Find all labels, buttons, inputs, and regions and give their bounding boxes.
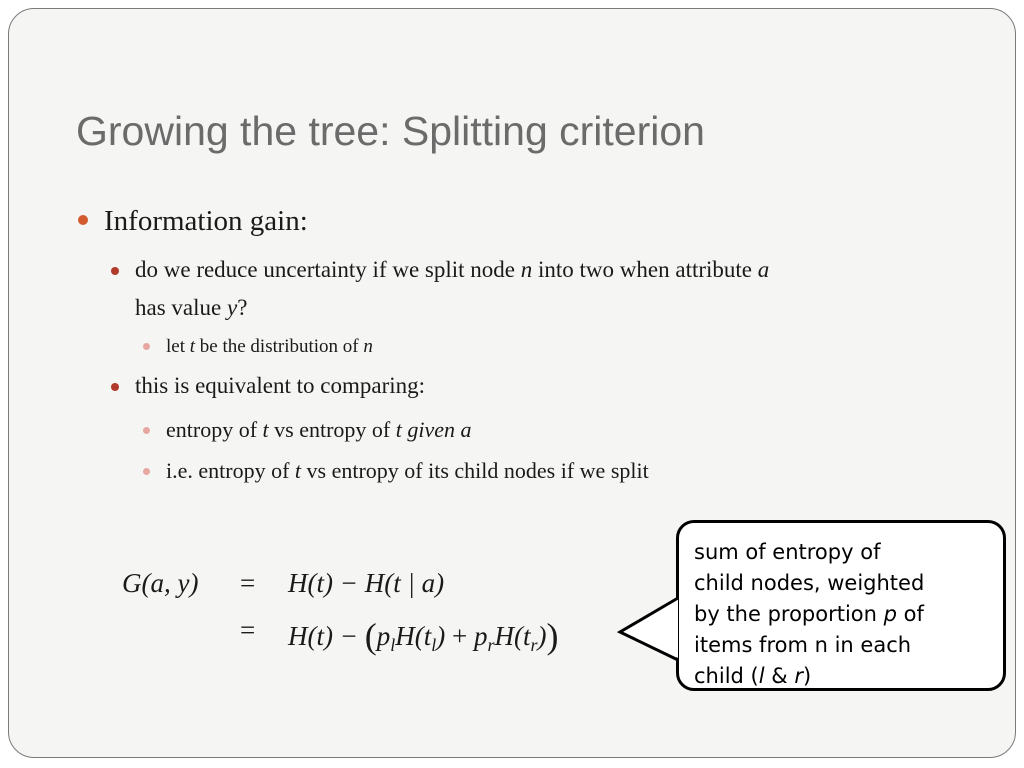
bullet-child-nodes: i.e. entropy of t vs entropy of its child nodes if we split bbox=[166, 458, 649, 483]
bullet-entropy-given: entropy of t vs entropy of t given a bbox=[166, 417, 472, 442]
bullet-let-t: let t be the distribution of n bbox=[166, 336, 373, 357]
callout-line: sum of entropy of bbox=[694, 540, 881, 564]
callout-line: child nodes, weighted bbox=[694, 571, 925, 595]
equation-equals-2: = bbox=[240, 615, 256, 645]
equation-rhs-1: H(t) − H(t | a) bbox=[288, 568, 445, 598]
callout-text bbox=[694, 537, 994, 692]
equation-rhs-2: $H(t) - (p_lH(t_l) + p_rH(t_r))$ bbox=[288, 616, 559, 656]
callout-line: child (l & r) bbox=[694, 664, 812, 688]
slide-title: Growing the tree: Splitting criterion bbox=[76, 108, 705, 154]
callout-line: by the proportion p of bbox=[694, 602, 924, 626]
bullet-information-gain: Information gain: bbox=[104, 205, 308, 237]
equation-lhs: G(a, y) bbox=[122, 568, 199, 598]
equation-equals-1: = bbox=[240, 568, 256, 598]
bullet-reduce-uncertainty-line2: has value y? bbox=[135, 295, 248, 320]
bullet-equivalent: this is equivalent to comparing: bbox=[135, 373, 426, 398]
bullet-reduce-uncertainty-line1: do we reduce uncertainty if we split node n into two when attribute a bbox=[135, 257, 770, 282]
callout-line: items from n in each bbox=[694, 633, 912, 657]
